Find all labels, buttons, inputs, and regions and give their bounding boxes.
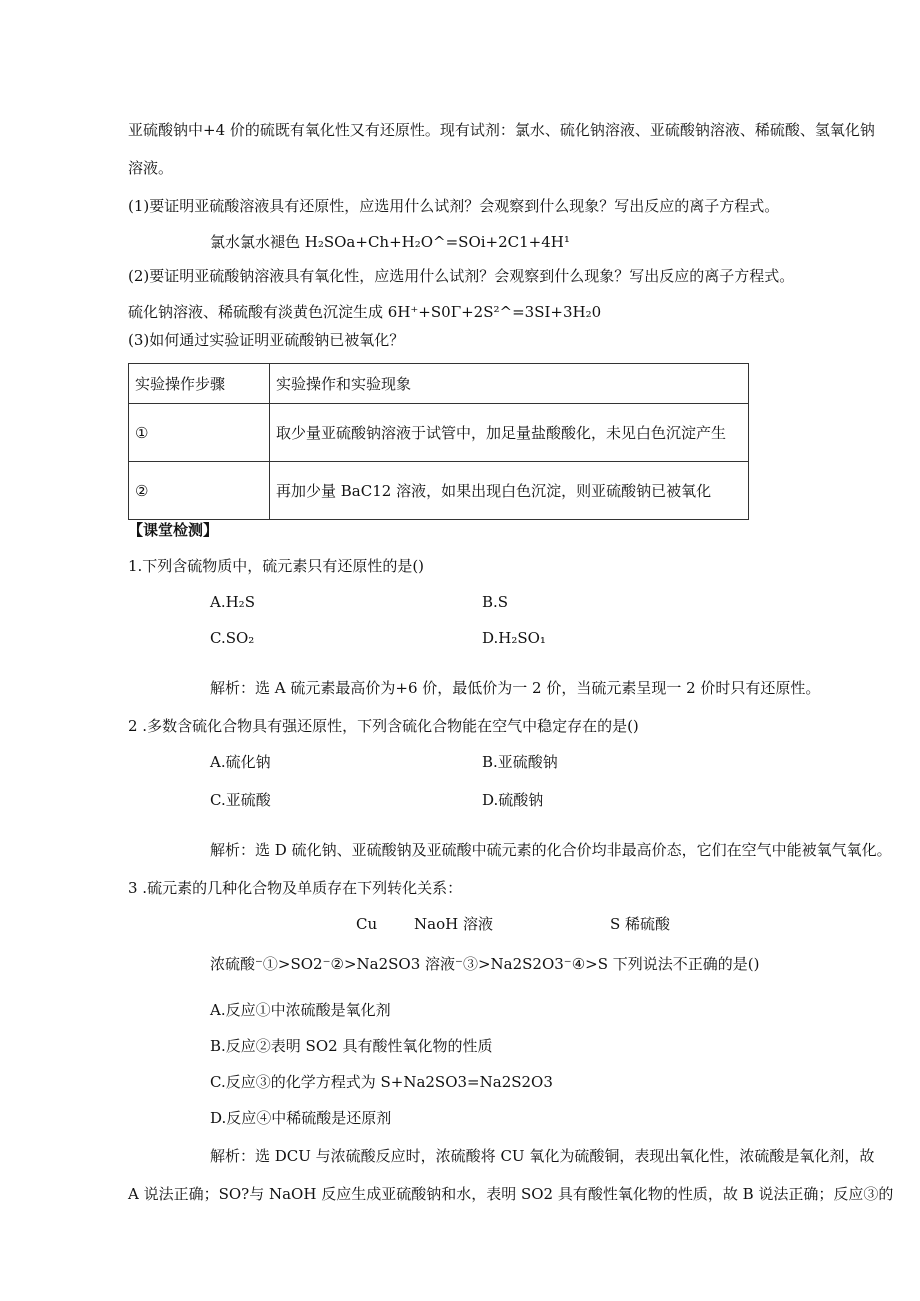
problem-2-analysis: 解析：选 D 硫化钠、亚硫酸钠及亚硫酸中硫元素的化合价均非最高价态，它们在空气中能被氧气氧化。 [210,841,892,859]
reaction-label-cu: Cu [356,915,378,933]
question-1: (1)要证明亚硫酸溶液具有还原性，应选用什么试剂？会观察到什么现象？写出反应的离子方程式。 [128,197,780,215]
problem-2-question: 2 .多数含硫化合物具有强还原性，下列含硫化合物能在空气中稳定存在的是() [128,717,639,735]
table-cell-desc: 再加少量 BaC12 溶液，如果出现白色沉淀，则亚硫酸钠已被氧化 [270,462,749,520]
problem-2-option-d: D.硫酸钠 [482,791,544,809]
question-3: (3)如何通过实验证明亚硫酸钠已被氧化？ [128,331,405,349]
intro-line-1: 亚硫酸钠中+4 价的硫既有氧化性又有还原性。现有试剂：氯水、硫化钠溶液、亚硫酸钠溶液、稀硫酸、氢氧化钠 [128,121,875,139]
intro-line-2: 溶液。 [128,159,174,177]
problem-3-analysis-line-2: A 说法正确；SO?与 NaOH 反应生成亚硫酸钠和水，表明 SO2 具有酸性氧化物的性质，故 B 说法正确；反应③的 [128,1185,894,1203]
problem-1-option-d: D.H₂SO₁ [482,629,546,647]
table-header-step: 实验操作步骤 [129,364,270,404]
problem-1-question: 1.下列含硫物质中，硫元素只有还原性的是() [128,557,425,575]
problem-3-option-a: A.反应①中浓硫酸是氧化剂 [210,1001,391,1019]
answer-1: 氯水氯水褪色 H₂SOa+Ch+H₂O^=SOi+2C1+4H¹ [210,233,570,251]
problem-3-option-d: D.反应④中稀硫酸是还原剂 [210,1109,392,1127]
reaction-label-dilute-acid: S 稀硫酸 [610,915,671,933]
problem-1-option-a: A.H₂S [210,593,255,611]
problem-3-question: 3 .硫元素的几种化合物及单质存在下列转化关系： [128,879,463,897]
problem-2-option-a: A.硫化钠 [210,753,271,771]
experiment-table [128,363,749,520]
problem-1-option-b: B.S [482,593,509,611]
problem-1-option-c: C.SO₂ [210,629,255,647]
problem-3-analysis-line-1: 解析：选 DCU 与浓硫酸反应时，浓硫酸将 CU 氧化为硫酸铜，表现出氧化性，浓硫酸是氧化剂，故 [210,1147,875,1165]
table-cell-step: ① [129,404,270,462]
section-title: 【课堂检测】 [128,521,219,539]
reaction-chain: 浓硫酸⁻①>SO2⁻②>Na2SO3 溶液⁻③>Na2S2O3⁻④>S 下列说法不正确的是() [210,955,760,973]
reaction-label-naoh: NaoH 溶液 [414,915,493,933]
question-2: (2)要证明亚硫酸钠溶液具有氧化性，应选用什么试剂？会观察到什么现象？写出反应的离子方程式。 [128,267,795,285]
table-row [129,462,749,520]
table-cell-desc: 取少量亚硫酸钠溶液于试管中，加足量盐酸酸化，未见白色沉淀产生 [270,404,749,462]
problem-1-analysis: 解析：选 A 硫元素最高价为+6 价，最低价为一 2 价，当硫元素呈现一 2 价时只有还原性。 [210,679,821,697]
table-cell-step: ② [129,462,270,520]
problem-2-option-b: B.亚硫酸钠 [482,753,558,771]
table-row [129,404,749,462]
problem-3-option-b: B.反应②表明 SO2 具有酸性氧化物的性质 [210,1037,493,1055]
problem-2-option-c: C.亚硫酸 [210,791,271,809]
problem-3-option-c: C.反应③的化学方程式为 S+Na2SO3=Na2S2O3 [210,1073,553,1091]
answer-2: 硫化钠溶液、稀硫酸有淡黄色沉淀生成 6H⁺+S0Γ+2S²^=3SI+3H₂0 [128,303,602,321]
table-header-desc: 实验操作和实验现象 [270,364,749,404]
table-header-row [129,364,749,404]
